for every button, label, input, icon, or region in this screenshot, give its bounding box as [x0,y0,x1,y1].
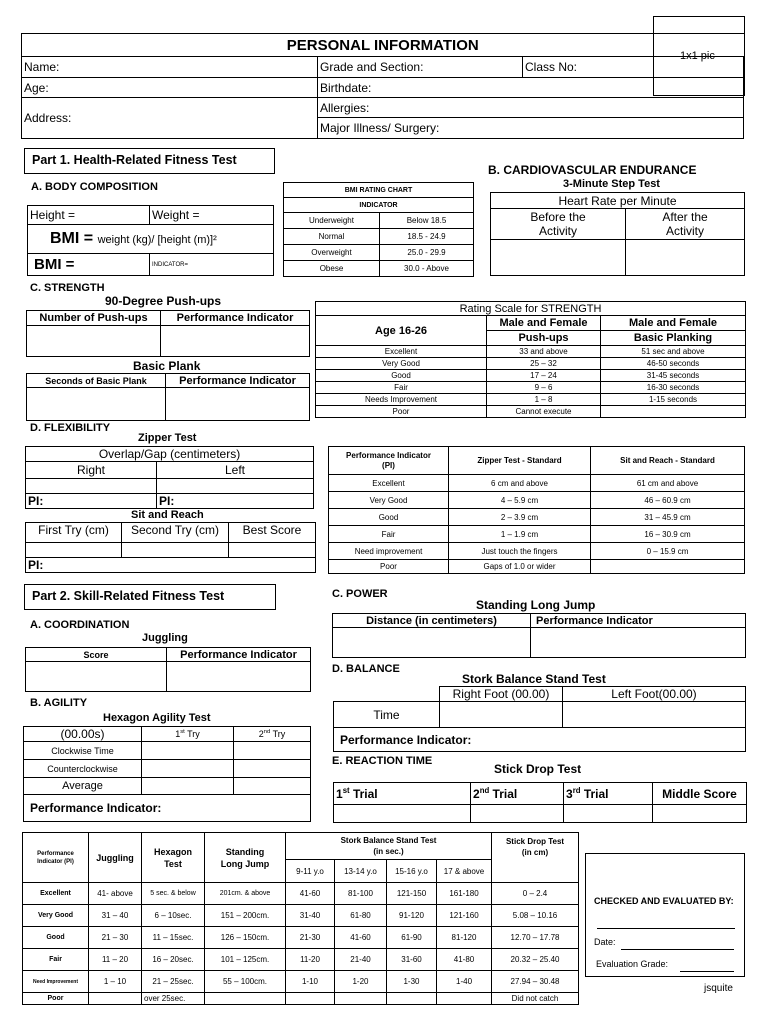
trial3-input[interactable] [564,805,653,823]
stork-time-label: Time [334,702,440,728]
flex-cell: 4 – 5.9 cm [449,492,591,509]
bmi-formula: weight (kg)/ [height (m)]² [97,234,217,246]
skill-pi-line2: Indicator (PI) [37,858,74,865]
flex-pi-line1: Performance Indicator [346,450,431,460]
scale-cell: 31-45 seconds [601,370,746,382]
pushup-table [26,310,310,357]
skill-cell: 11-20 [286,949,335,971]
balance-perf-field[interactable]: Performance Indicator: [334,728,746,752]
bmi-indicator-field[interactable]: INDICATOR= [150,254,274,276]
scale-cell: 1 – 8 [487,394,601,406]
skill-slj-header [205,833,286,883]
right-foot-input[interactable] [440,702,563,728]
scale-cell: 33 and above [487,346,601,358]
skill-cell: 81-100 [335,883,387,905]
skill-cell: 5 sec. & below [142,883,205,905]
flex-cell: Gaps of 1.0 or wider [449,560,591,574]
try2-rest: Try [270,729,286,739]
weight-field[interactable]: Weight = [150,206,274,225]
scale-cell: Good [316,370,487,382]
bmi-label: BMI = [50,230,94,247]
evaluation-date-label: Date: [594,937,616,947]
scale-cell: 9 – 6 [487,382,601,394]
flexibility-heading: D. FLEXIBILITY [30,422,111,434]
scale-cell: Needs Improvement [316,394,487,406]
scale-cell: 51 sec and above [601,346,746,358]
skill-cell [286,993,335,1005]
plank-title: Basic Plank [133,359,201,373]
skill-cell: 21-30 [286,927,335,949]
first-try-input[interactable] [26,543,122,558]
before-activity-input[interactable] [491,240,626,276]
try1-sup: st [180,729,185,735]
distance-header: Distance (in centimeters) [333,614,531,628]
evaluation-date-line[interactable] [621,949,734,950]
best-score-input[interactable] [229,543,316,558]
long-jump-perf-header: Performance Indicator [531,614,746,628]
clockwise-label: Clockwise Time [24,742,142,760]
sit-reach-table [25,522,316,573]
pushup-title: 90-Degree Push-ups [105,294,222,308]
zipper-table [25,446,314,509]
skill-cell: 21 – 30 [89,927,142,949]
scale-cell: Excellent [316,346,487,358]
flex-cell: Need improvement [329,543,449,560]
bmi-chart [283,182,474,277]
skill-cell: 12.70 – 17.78 [492,927,579,949]
try2-sup: nd [263,729,271,735]
flex-cell: Just touch the fingers [449,543,591,560]
evaluation-box [585,853,745,977]
evaluator-signature-line[interactable] [597,928,735,929]
before-line1: Before the [530,210,586,224]
skill-cell [335,993,387,1005]
flex-cell: 0 – 15.9 cm [591,543,745,560]
height-field[interactable]: Height = [28,206,150,225]
trial2-input[interactable] [471,805,564,823]
juggling-title: Juggling [142,632,188,644]
skill-scale-table [22,832,579,1005]
skill-cell: 1-40 [437,971,492,993]
skill-cell: 41-60 [335,927,387,949]
zipper-standard-header: Zipper Test - Standard [449,447,591,475]
middle-score-input[interactable] [653,805,747,823]
mf-header-2: Male and Female [601,316,746,331]
skill-pi-line1: Performance [37,850,74,857]
part2-title: Part 2. Skill-Related Fitness Test [24,584,276,610]
before-line2: Activity [538,224,577,238]
bmi-chart-cell: Normal [284,229,380,245]
flex-cell [591,560,745,574]
juggling-table [25,647,311,692]
pushup-perf-input[interactable] [161,326,310,357]
skill-cell: 6 – 10sec. [142,905,205,927]
trial3-num: 3 [566,787,573,801]
skill-cell [387,993,437,1005]
flex-cell: Good [329,509,449,526]
agility-perf-field[interactable]: Performance Indicator: [24,795,311,822]
skill-cell: 81-120 [437,927,492,949]
skill-cell: 101 – 125cm. [205,949,286,971]
stork-corner [334,687,440,702]
age-field[interactable]: Age: [22,78,318,98]
try1-num: 1 [175,729,181,739]
skill-cell: 1-30 [387,971,437,993]
power-heading: C. POWER [332,588,388,600]
skill-row-label: Fair [23,949,89,971]
bmi-chart-header: INDICATOR [284,198,474,213]
age-col-header: 13-14 y.o [335,860,387,883]
skill-slj-line1: Standing [225,846,265,857]
middle-score-header: Middle Score [653,783,747,805]
second-try-input[interactable] [122,543,229,558]
zipper-left-pi[interactable]: PI: [157,494,314,509]
flex-cell: 61 cm and above [591,475,745,492]
stick-drop-title: Stick Drop Test [494,762,582,776]
skill-cell: 61-90 [387,927,437,949]
flex-cell: Very Good [329,492,449,509]
skill-cell: 1-10 [286,971,335,993]
birthdate-field[interactable]: Birthdate: [318,78,744,98]
strength-scale-table [315,301,746,418]
trial1-input[interactable] [334,805,471,823]
after-activity-header [626,209,745,240]
skill-hex-line2: Test [164,858,182,869]
balance-heading: D. BALANCE [332,663,400,675]
step-test-table [490,192,745,276]
skill-cell: over 25sec. [142,993,205,1005]
evaluation-grade-line[interactable] [680,971,734,972]
trial1-header [334,783,471,805]
best-score-header: Best Score [229,523,316,543]
trial1-sup: st [342,786,350,795]
hexagon-try1-header [142,727,234,742]
scale-cell: 1-15 seconds [601,394,746,406]
skill-juggling-header: Juggling [89,833,142,883]
trial3-sup: rd [572,786,581,795]
flex-pi-header [329,447,449,475]
hexagon-title: Hexagon Agility Test [103,712,211,724]
clockwise-try1-input[interactable] [142,742,234,760]
stork-title: Stork Balance Stand Test [462,672,606,686]
bmi-chart-cell: Underweight [284,213,380,229]
skill-cell: 91-120 [387,905,437,927]
skill-cell: 0 – 2.4 [492,883,579,905]
bmi-formula-row [28,225,274,254]
flex-cell: 16 – 30.9 cm [591,526,745,543]
skill-cell: Did not catch [492,993,579,1005]
skill-cell: 21-40 [335,949,387,971]
sit-reach-standard-header: Sit and Reach - Standard [591,447,745,475]
heart-rate-header: Heart Rate per Minute [491,193,745,209]
skill-stork-line1: Stork Balance Stand Test [340,836,437,845]
average-label: Average [24,778,142,795]
after-line1: After the [662,210,708,224]
bmi-chart-title: BMI RATING CHART [284,183,474,198]
flex-cell: 6 cm and above [449,475,591,492]
mf-header-1: Male and Female [487,316,601,331]
photo-label: 1x1 pic [680,50,715,62]
bmi-chart-cell: 18.5 - 24.9 [380,229,474,245]
grade-section-field[interactable]: Grade and Section: [318,57,523,78]
skill-cell: 1 – 10 [89,971,142,993]
flex-cell: 31 – 45.9 cm [591,509,745,526]
before-activity-header [491,209,626,240]
skill-cell: 11 – 20 [89,949,142,971]
trial1-num: 1 [336,787,343,801]
allergies-field[interactable]: Allergies: [318,98,744,118]
zipper-left-input[interactable] [157,479,314,494]
pushups-header: Push-ups [487,331,601,346]
bmi-result-field[interactable]: BMI = [28,254,150,276]
scale-cell [601,406,746,418]
trial2-sup: nd [479,786,490,795]
trial3-header [564,783,653,805]
skill-cell: 41- above [89,883,142,905]
skill-stork-header [286,833,492,860]
bmi-chart-cell: Overweight [284,245,380,261]
num-pushups-header: Number of Push-ups [27,311,161,326]
right-foot-header: Right Foot (00.00) [440,687,563,702]
skill-cell: 16 – 20sec. [142,949,205,971]
cardio-heading: B. CARDIOVASCULAR ENDURANCE [488,163,697,177]
body-comp-table [27,205,274,276]
age-header: Age 16-26 [316,316,487,346]
flex-cell: Fair [329,526,449,543]
scale-cell: 46-50 seconds [601,358,746,370]
clockwise-try2-input[interactable] [234,742,311,760]
juggling-score-header: Score [26,648,167,662]
skill-stick-line2: (in cm) [521,848,549,857]
trial2-rest: Trial [489,787,518,801]
juggling-score-input[interactable] [26,662,167,692]
skill-cell: 161-180 [437,883,492,905]
evaluation-title: CHECKED AND EVALUATED BY: [594,896,734,906]
flex-scale-table [328,446,745,574]
coordination-heading: A. COORDINATION [30,619,130,631]
pushup-perf-header: Performance Indicator [161,311,310,326]
skill-row-label: Very Good [23,905,89,927]
scale-cell: Poor [316,406,487,418]
skill-cell: 20.32 – 25.40 [492,949,579,971]
trial2-header [471,783,564,805]
scale-cell: Cannot execute [487,406,601,418]
skill-cell [89,993,142,1005]
scale-cell: Fair [316,382,487,394]
skill-cell: 41-60 [286,883,335,905]
age-col-header: 17 & above [437,860,492,883]
address-field[interactable]: Address: [22,98,318,139]
skill-cell: 55 – 100cm. [205,971,286,993]
counter-try2-input[interactable] [234,760,311,778]
bmi-chart-cell: 30.0 - Above [380,261,474,277]
bmi-chart-cell: Below 18.5 [380,213,474,229]
scale-cell: 16-30 seconds [601,382,746,394]
second-try-header: Second Try (cm) [122,523,229,543]
zipper-right-pi[interactable]: PI: [26,494,157,509]
skill-cell: 201cm. & above [205,883,286,905]
scale-cell: 25 – 32 [487,358,601,370]
average-try2-input[interactable] [234,778,311,795]
sec-plank-header: Seconds of Basic Plank [27,374,166,388]
personal-info-table [21,33,744,139]
first-try-header: First Try (cm) [26,523,122,543]
juggling-perf-header: Performance Indicator [167,648,311,662]
class-no-field[interactable]: Class No: [523,57,744,78]
planking-header: Basic Planking [601,331,746,346]
reaction-heading: E. REACTION TIME [332,755,433,767]
sit-reach-title: Sit and Reach [131,509,204,521]
skill-stick-line1: Stick Drop Test [505,837,565,846]
scale-cell: 17 – 24 [487,370,601,382]
step-test-title: 3-Minute Step Test [563,178,660,190]
strength-scale-title: Rating Scale for STRENGTH [316,302,746,316]
left-foot-input[interactable] [563,702,746,728]
footer-brand: jsquite [704,983,733,994]
skill-cell: 1-20 [335,971,387,993]
skill-cell: 41-80 [437,949,492,971]
agility-heading: B. AGILITY [30,697,88,709]
skill-cell: 121-150 [387,883,437,905]
skill-pi-header [23,833,89,883]
skill-cell: 5.08 – 10.16 [492,905,579,927]
body-comp-heading: A. BODY COMPOSITION [31,181,158,193]
skill-cell: 61-80 [335,905,387,927]
long-jump-table [332,613,746,658]
after-activity-input[interactable] [626,240,745,276]
after-line2: Activity [665,224,704,238]
skill-cell: 21 – 25sec. [142,971,205,993]
bmi-chart-cell: 25.0 - 29.9 [380,245,474,261]
flex-cell: 2 – 3.9 cm [449,509,591,526]
skill-stork-line2: (in sec.) [373,847,404,856]
zipper-right-input[interactable] [26,479,157,494]
skill-cell: 126 – 150cm. [205,927,286,949]
plank-perf-input[interactable] [166,388,310,421]
personal-info-title: PERSONAL INFORMATION [22,34,744,57]
num-pushups-input[interactable] [27,326,161,357]
hexagon-table [23,726,311,822]
flex-cell: 1 – 1.9 cm [449,526,591,543]
skill-row-label: Poor [23,993,89,1005]
hexagon-unit-header: (00.00s) [24,727,142,742]
skill-cell: 11 – 15sec. [142,927,205,949]
overlap-header: Overlap/Gap (centimeters) [26,447,314,462]
hexagon-try2-header [234,727,311,742]
flex-cell: 46 – 60.9 cm [591,492,745,509]
try1-rest: Try [184,729,200,739]
stork-table [333,686,746,752]
sec-plank-input[interactable] [27,388,166,421]
skill-cell [437,993,492,1005]
skill-cell: 27.94 – 30.48 [492,971,579,993]
skill-cell: 31-40 [286,905,335,927]
average-try1-input[interactable] [142,778,234,795]
distance-input[interactable] [333,628,531,658]
flex-cell: Excellent [329,475,449,492]
skill-hex-line1: Hexagon [153,846,192,857]
skill-cell [205,993,286,1005]
name-field[interactable]: Name: [22,57,318,78]
scale-cell: Very Good [316,358,487,370]
counter-label: Counterclockwise [24,760,142,778]
age-col-header: 9-11 y.o [286,860,335,883]
part1-title: Part 1. Health-Related Fitness Test [24,148,275,174]
counter-try1-input[interactable] [142,760,234,778]
skill-cell: 31-60 [387,949,437,971]
sit-reach-pi[interactable]: PI: [26,558,316,573]
skill-cell: 31 – 40 [89,905,142,927]
skill-hexagon-header [142,833,205,883]
stick-drop-table [333,782,747,823]
evaluation-grade-label: Evaluation Grade: [596,959,669,969]
zipper-title: Zipper Test [138,432,197,444]
long-jump-perf-input[interactable] [531,628,746,658]
try2-num: 2 [258,729,264,739]
skill-row-label: Excellent [23,883,89,905]
flex-pi-line2: (PI) [382,460,395,470]
plank-perf-header: Performance Indicator [166,374,310,388]
juggling-perf-input[interactable] [167,662,311,692]
strength-heading: C. STRENGTH [30,282,105,294]
left-foot-header: Left Foot(00.00) [563,687,746,702]
skill-row-label: Good [23,927,89,949]
skill-cell: 151 – 200cm. [205,905,286,927]
bmi-chart-cell: Obese [284,261,380,277]
right-header: Right [26,462,157,479]
plank-table [26,373,310,421]
trial1-rest: Trial [349,787,378,801]
skill-stick-header [492,833,579,883]
trial2-num: 2 [473,787,480,801]
skill-slj-line2: Long Jump [220,858,270,869]
age-col-header: 15-16 y.o [387,860,437,883]
flex-cell: Poor [329,560,449,574]
long-jump-title: Standing Long Jump [476,598,596,612]
skill-row-label: Need Improvement [23,971,89,993]
skill-cell: 121-160 [437,905,492,927]
illness-field[interactable]: Major Illness/ Surgery: [318,118,744,139]
trial3-rest: Trial [580,787,609,801]
left-header: Left [157,462,314,479]
